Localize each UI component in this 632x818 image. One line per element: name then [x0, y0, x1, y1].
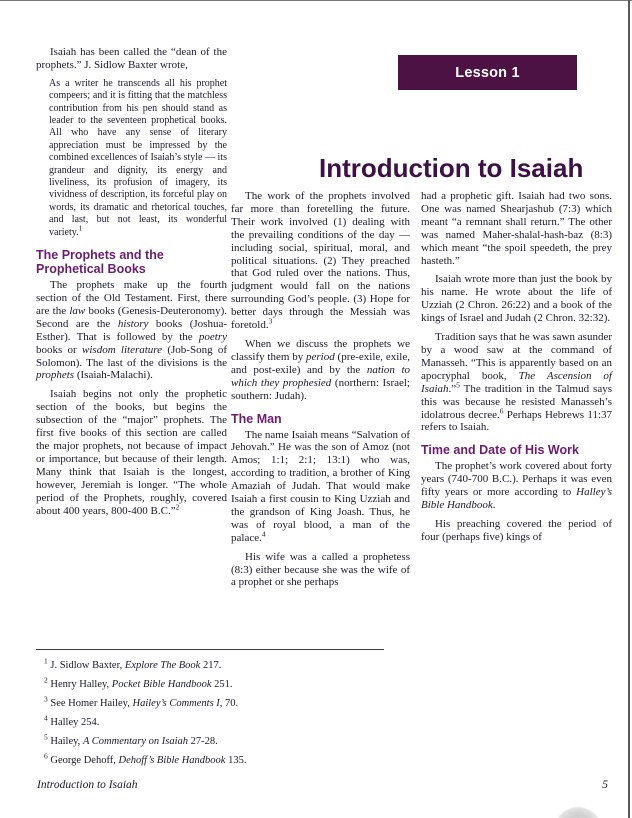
running-footer-title: Introduction to Isaiah: [37, 779, 138, 791]
page-right-edge: [628, 0, 630, 818]
page-top-edge: [0, 0, 632, 1]
footnote: $^5$ Hailey, A Commentary on Isaiah 27-28.: [44, 732, 218, 747]
section-heading: The Prophets and the Prophetical Books: [36, 248, 164, 277]
paragraph: had a prophetic gift. Isaiah had two sons. One was named Shearjashub (7:3) which meant “a remnant shall return.” The other was named Maher-shalal-hash-baz (8:3) which meant “the spoil speedeth, the prey hasteth.”: [421, 190, 612, 267]
lesson-banner: [398, 55, 577, 90]
paragraph: The prophets make up the fourth section of the Old Testament. First, there are the law books (Genesis-Deuteronomy). Second are the history books (Joshua-Esther). That is followed by the poetry books or wisdom literature (Job-Song of Solomon). The last of the divisions is the prophets (Isaiah-Malachi).: [36, 279, 228, 382]
footnotes-list: [44, 656, 604, 774]
block-quote: As a writer he transcends all his prophet compeers; and it is fitting that the matchless contribution from his pen should stand as leader to the seventeen prophetical books. All who have any sense of literary appreciation must be impressed by the combined excellences of Isaiah’s style — its grandeur and dignity, its energy and liveliness, its profusion of imagery, its vividness of description, its forceful play on words, its dramatic and rhetorical touches, and last, but not least, its wonderful variety.$^1$: [49, 77, 227, 238]
column-left: [36, 46, 227, 523]
page-number: 5: [602, 779, 608, 791]
paragraph: The name Isaiah means “Salvation of Jehovah.” He was the son of Amoz (not Amos; 1:1; 2:1; 13:1) who was, according to tradition, a brother of King Amaziah of Judah. That would make Isaiah a first cousin to King Uzziah and the grandson of King Joash. Thus, he was of royal blood, a man of the palace.$^4$: [231, 428, 410, 544]
page-footer: [37, 779, 608, 791]
paragraph: The work of the prophets involved far more than foretelling the future. Their work involved (1) dealing with the prevailing conditions of the day — including social, spiritual, moral, and political situations. (2) They preached that God ruled over the nations. Thus, judgment would fall on the nations surrounding God’s people. (3) Hope for better days through the Messiah was foretold.$^3$: [231, 190, 410, 332]
column-right: [421, 190, 612, 550]
section-heading: The Man: [231, 411, 282, 426]
footnote-divider: [36, 649, 384, 650]
lesson-banner-label: Lesson 1: [455, 64, 520, 81]
footnote: $^1$ J. Sidlow Baxter, Explore The Book 217.: [44, 656, 222, 671]
paragraph: The prophet’s work covered about forty years (740-700 B.C.). Perhaps it was even fifty years or more according to Halley’s Bible Handbook.: [421, 460, 612, 512]
paragraph: Tradition says that he was sawn asunder by a wood saw at the command of Manasseh. “This is apparently based on an apocryphal book, The Ascension of Isaiah.”$^5$ The tradition in the Talmud says this was because he resisted Manasseh’s idolatrous decree.$^6$ Perhaps Hebrews 11:37 refers to Isaiah.: [421, 331, 612, 434]
paragraph: His wife was a called a prophetess (8:3) either because she was the wife of a prophet or she perhaps: [231, 550, 410, 589]
paragraph: Isaiah wrote more than just the book by his name. He wrote about the life of Uzziah (2 Chron. 26:22) and a book of the kings of Israel and Judah (2 Chron. 32:32).: [421, 273, 612, 325]
paragraph: When we discuss the prophets we classify them by period (pre-exile, exile, and post-exile) and by the nation to which they prophesied (northern: Israel; southern: Judah).: [231, 337, 410, 402]
footnote: $^2$ Henry Halley, Pocket Bible Handbook 251.: [44, 675, 233, 690]
paragraph: His preaching covered the period of four (perhaps five) kings of: [421, 517, 612, 543]
footnote: $^4$ Halley 254.: [44, 713, 100, 728]
floating-button-partial[interactable]: [554, 807, 602, 818]
section-heading: Time and Date of His Work: [421, 443, 579, 458]
footnote: $^6$ George Dehoff, Dehoff’s Bible Handbook 135.: [44, 751, 247, 766]
column-middle: [231, 190, 410, 595]
footnote: $^3$ See Homer Hailey, Hailey’s Comments I, 70.: [44, 694, 239, 709]
paragraph: Isaiah begins not only the prophetic section of the books, but begins the subsection of the “major” prophets. The first five books of this section are called the major prophets, not because of impact or importance, but because of their length. Many think that Isaiah is the longest, however, Jeremiah is longer. “The whole period of the Prophets, roughly, covered about 400 years, 800-400 B.C.”$^2$: [36, 388, 227, 517]
page-title: Introduction to Isaiah: [319, 153, 584, 183]
paragraph: Isaiah has been called the “dean of the prophets.” J. Sidlow Baxter wrote,: [36, 46, 227, 71]
